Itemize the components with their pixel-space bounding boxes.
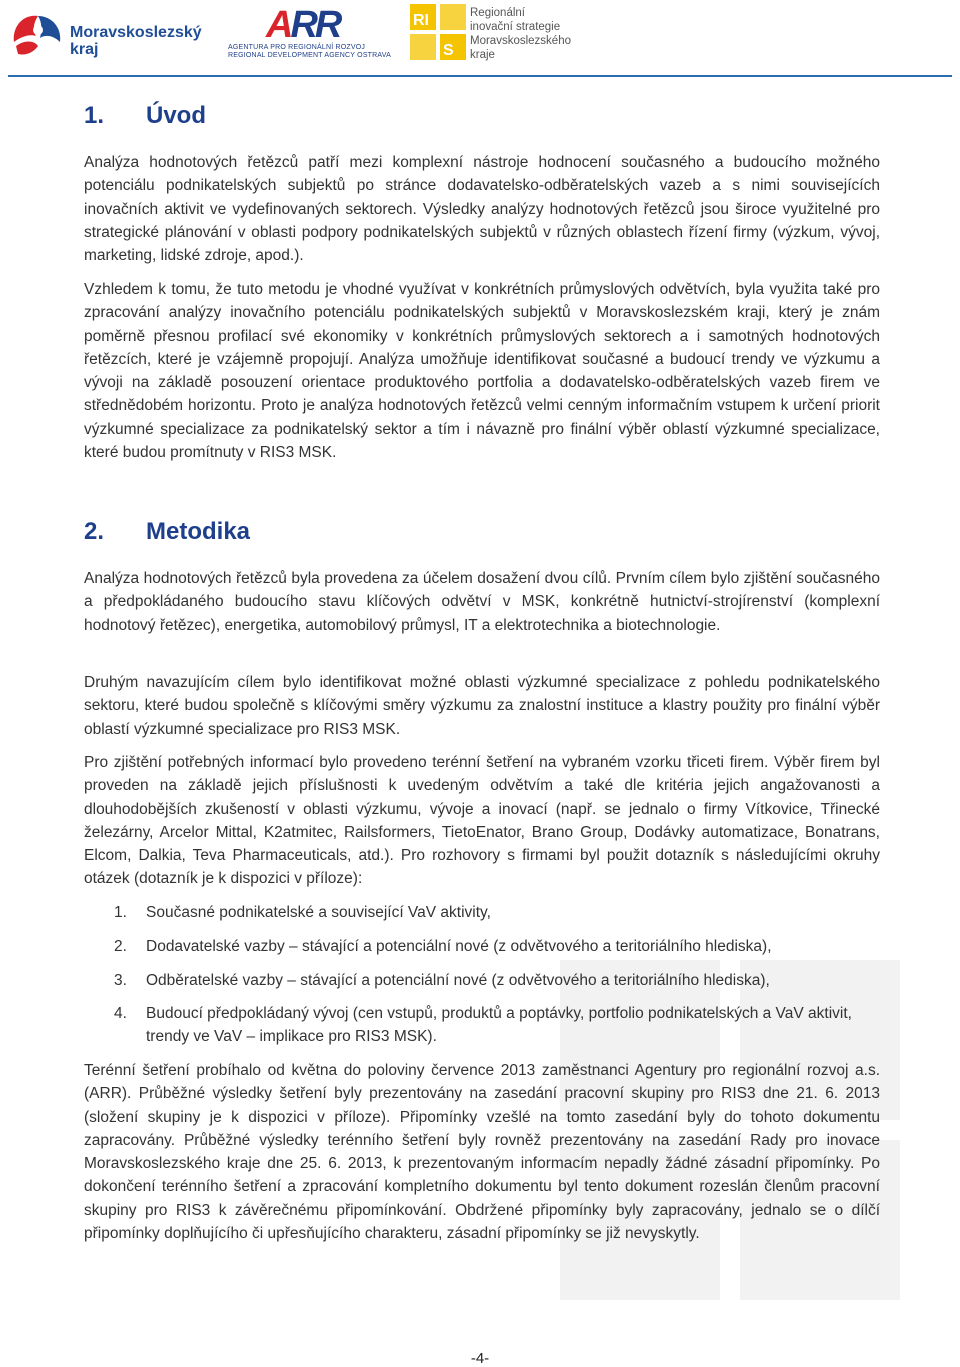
list-item-text: Současné podnikatelské a související VaV aktivity, — [146, 904, 491, 921]
msk-emblem-icon — [8, 6, 66, 64]
section-number: 2. — [84, 518, 105, 545]
paragraph: Terénní šetření probíhalo od května do poloviny července 2013 zaměstnanci Agentury pro regionální rozvoj a.s. (ARR). Průběžné výsledky šetření byly prezentovány na zasedání pracovní skupiny pro RIS3 dne 21. 6. 2013 (složení skupiny je k dispozici v příloze). Připomínky vzešlé na tomto zasedání byly do tohoto dokumentu zapracovány. Průběžné výsledky terénního šetření byly rovněž prezentovány na zasedání Rady pro inovace Moravskoslezského kraje dne 25. 6. 2013, k prezentovaným informacím nepadly žádné zásadní připomínky. Po dokončení terénního šetření a zpracování kompletního dokumentu byl tento dokument rozeslán členům pracovní skupiny pro RIS3 k závěrečnému připomínkování. Obdržené připomínky byly zapracovány, jednalo se o dílčí připomínky doplňujícího či upřesňujícího charakteru, zásadní připomínky se již nevyskytly. — [84, 1062, 880, 1243]
section-title: Úvod — [146, 102, 206, 129]
paragraph: Pro zjištění potřebných informací bylo provedeno terénní šetření na vybraném vzorku třiceti firem. Výběr firem byl proveden na základě jejich příslušnosti k uvedeným odvětvím a také dle kritéria jejich angažovanosti a dlouhodobějších zkušeností v oblasti výzkumu, vývoje a inovací (např. se jednalo o firmy Vítkovice, Třinecké železárny, Arcelor Mittal, K2atmitec, Railsformers, TietoEnator, Brano Group, Dodávky automatizace, Bonatrans, Elcom, Dalkia, Teva Pharmaceuticals, atd.). Pro rozhovory s firmami byl použit dotazník s následujícími okruhy otázek (dotazník je k dispozici v příloze): — [84, 754, 880, 888]
paragraph: Vzhledem k tomu, že tuto metodu je vhodné využívat v konkrétních průmyslových odvětvích, byla využita také pro zpracování analýzy inovačního potenciálu podnikatelských subjektů v Moravskoslezském kraji, který je znám poměrně přesnou profilací své ekonomiky v konkrétních průmyslových sektorech a i samotných hodnotových řetězcích, které je vzájemně propojují. Analýza umožňuje identifikovat současné a budoucí trendy ve výzkumu a vývoji na základě posouzení orientace produktového portfolia a dodavatelsko-odběratelských vazeb firem ve střednědobém horizontu. Proto je analýza hodnotových řetězců velmi cenným informačním vstupem k určení priorit výzkumné specializace za podnikatelský sektor a tím i návazně pro finální výběr oblastí výzkumné specializace, které budou promítnuty v RIS3 MSK. — [84, 281, 880, 462]
section-heading-uvod — [84, 102, 206, 130]
list-item-number: 1. — [114, 904, 127, 921]
ris3-emblem-icon — [410, 4, 466, 60]
msk-logo-text: Moravskoslezský kraj — [70, 24, 202, 58]
list-item-number: 4. — [114, 1005, 127, 1022]
section-heading-metodika — [84, 518, 250, 546]
page-number: -4- — [470, 1350, 490, 1367]
page-header — [0, 0, 960, 80]
moravskoslezsky-kraj-logo — [8, 6, 202, 64]
list-item-text: Odběratelské vazby – stávající a potenciální nové (z odvětvového a teritoriálního hlediska), — [146, 972, 770, 989]
svg-text:S: S — [443, 42, 454, 59]
svg-text:RI: RI — [413, 12, 429, 29]
arr-logo-mark: ARR — [266, 4, 340, 46]
list-item-text: Budoucí předpokládaný vývoj (cen vstupů, produktů a poptávky, portfolio podnikatelských a VaV aktivit, trendy ve VaV – implikace pro RIS3 MSK). — [146, 1005, 852, 1046]
arr-logo — [226, 4, 391, 64]
list-item-number: 3. — [114, 972, 127, 989]
ris3-logo — [410, 4, 570, 64]
section-number: 1. — [84, 102, 105, 129]
header-divider — [8, 75, 952, 77]
paragraph: Druhým navazujícím cílem bylo identifikovat možné oblasti výzkumné specializace z pohledu podnikatelského sektoru, které budou společně s klíčovými směry výzkumu za znalostní instituce a klastry použity pro finální výběr oblastí výzkumné specializace pro RIS3 MSK. — [84, 674, 880, 738]
paragraph: Analýza hodnotových řetězců byla provedena za účelem dosažení dvou cílů. Prvním cílem bylo zjištění současného a předpokládaného budoucího stavu klíčových odvětví v MSK, konkrétně hutnictví-strojírenství (komplexní hodnotový řetězec), energetika, automobilový průmysl, IT a elektrotechnika a biotechnologie. — [84, 570, 880, 634]
paragraph: Analýza hodnotových řetězců patří mezi komplexní nástroje hodnocení současného a budoucího možného potenciálu podnikatelských subjektů po stránce dodavatelsko-odběratelských vazeb a s nimi souvisejících inovačních aktivit ve vydefinovaných sektorech. Výsledky analýzy hodnotových řetězců jsou široce využitelné pro strategické plánování v oblasti podpory podnikatelských subjektů v různých oblastech řízení firmy (výzkum, vývoj, marketing, lidské zdroje, apod.). — [84, 154, 880, 265]
ris3-logo-text: Regionální inovační strategie Moravskoslezského kraje — [470, 7, 571, 61]
section-title: Metodika — [146, 518, 251, 545]
list-item-number: 2. — [114, 938, 127, 955]
arr-logo-subtitle: AGENTURA PRO REGIONÁLNÍ ROZVOJ REGIONAL DEVELOPMENT AGENCY OSTRAVA — [228, 44, 391, 59]
list-item-text: Dodavatelské vazby – stávající a potenciální nové (z odvětvového a teritoriálního hlediska), — [146, 938, 772, 955]
